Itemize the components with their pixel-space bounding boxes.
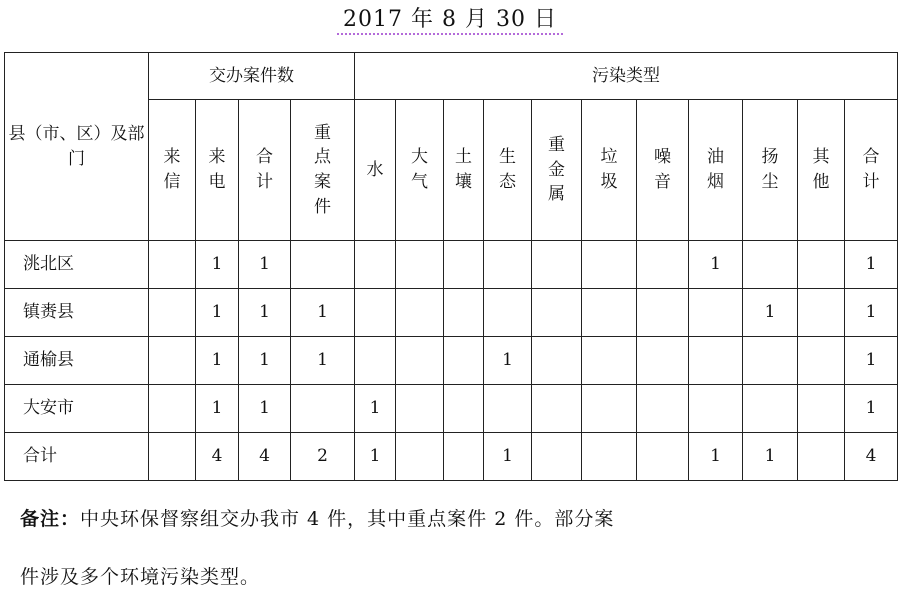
table-cell [582, 433, 637, 481]
pollution-header [845, 100, 898, 241]
table-cell [637, 433, 689, 481]
table-row [5, 385, 898, 433]
table-cell [396, 433, 444, 481]
table-cell: 1 [239, 241, 291, 289]
table-cell [637, 289, 689, 337]
report-date: 2017 年 8 月 30 日 [337, 7, 563, 35]
table-cell: 1 [743, 433, 798, 481]
pollution-header-label: 土壤 [455, 147, 472, 192]
table-cell [532, 241, 582, 289]
table-cell: 1 [196, 289, 239, 337]
table-cell: 1 [196, 241, 239, 289]
table-cell [532, 289, 582, 337]
case-header-label: 合计 [256, 147, 273, 192]
table-cell: 1 [291, 337, 355, 385]
table-cell [149, 289, 196, 337]
table-cell: 2 [291, 433, 355, 481]
table-cell: 1 [239, 385, 291, 433]
table-cell [532, 337, 582, 385]
pollution-header-label: 其他 [812, 147, 830, 192]
table-cell [444, 433, 484, 481]
case-header-label: 来电 [208, 147, 226, 192]
table-cell: 1 [845, 337, 898, 385]
table-cell: 1 [239, 289, 291, 337]
table-cell [291, 385, 355, 433]
row-name: 通榆县 [5, 337, 149, 385]
table-cell [396, 289, 444, 337]
table-cell [149, 241, 196, 289]
table-cell: 1 [196, 385, 239, 433]
note-line-2 [20, 562, 880, 589]
pollution-header-label: 扬尘 [761, 147, 779, 192]
table-cell [582, 385, 637, 433]
note-text-1: 中央环保督察组交办我市 4 件，其中重点案件 2 件。部分案 [80, 508, 615, 530]
case-summary-table [4, 52, 898, 481]
table-cell: 1 [845, 289, 898, 337]
table-cell: 1 [355, 433, 396, 481]
table-cell [689, 289, 743, 337]
table-cell [149, 385, 196, 433]
table-cell [291, 241, 355, 289]
group-header-row [5, 53, 898, 100]
case-header [291, 100, 355, 241]
table-cell [798, 289, 845, 337]
row-name: 洮北区 [5, 241, 149, 289]
table-cell [396, 337, 444, 385]
table-cell [582, 289, 637, 337]
table-cell: 4 [845, 433, 898, 481]
pollution-header [689, 100, 743, 241]
table-cell [798, 241, 845, 289]
table-cell [532, 385, 582, 433]
table-cell: 4 [196, 433, 239, 481]
row-name: 合计 [5, 433, 149, 481]
table-cell [798, 337, 845, 385]
table-cell: 1 [484, 337, 532, 385]
pollution-header [444, 100, 484, 241]
table-cell [532, 433, 582, 481]
pollution-header [484, 100, 532, 241]
pollution-header-label: 生态 [499, 147, 516, 192]
table-cell: 1 [239, 337, 291, 385]
group-header-cases: 交办案件数 [149, 53, 355, 100]
row-name: 大安市 [5, 385, 149, 433]
case-header-label: 重点案件 [314, 122, 331, 217]
table-cell: 4 [239, 433, 291, 481]
table-cell [355, 241, 396, 289]
table-cell [484, 385, 532, 433]
note-line-1 [20, 504, 880, 531]
pollution-header-label: 噪音 [654, 147, 671, 192]
table-row [5, 289, 898, 337]
table-cell: 1 [845, 385, 898, 433]
pollution-header-label: 合计 [862, 147, 880, 192]
table-cell: 1 [845, 241, 898, 289]
pollution-header [532, 100, 582, 241]
pollution-header [355, 100, 396, 241]
note-label: 备注： [20, 508, 81, 530]
row-name: 镇赉县 [5, 289, 149, 337]
table-cell [637, 241, 689, 289]
table-cell [743, 241, 798, 289]
group-header-pollution: 污染类型 [355, 53, 898, 100]
table-cell [355, 289, 396, 337]
table-cell [355, 337, 396, 385]
table-cell [743, 385, 798, 433]
pollution-header-label: 大气 [411, 147, 428, 192]
table-cell [444, 385, 484, 433]
table-row [5, 433, 898, 481]
table-cell: 1 [689, 241, 743, 289]
table-cell [396, 385, 444, 433]
pollution-header-label: 水 [366, 159, 384, 180]
table-cell [396, 241, 444, 289]
table-cell: 1 [689, 433, 743, 481]
pollution-header-label: 油烟 [707, 147, 724, 192]
pollution-header-label: 垃圾 [600, 147, 618, 192]
case-header [196, 100, 239, 241]
pollution-header-label: 重金属 [548, 135, 565, 205]
table-cell [798, 385, 845, 433]
table-cell [798, 433, 845, 481]
table-cell: 1 [291, 289, 355, 337]
corner-header: 县（市、区）及部门 [5, 53, 149, 241]
pollution-header [582, 100, 637, 241]
note-text-2: 件涉及多个环境污染类型。 [20, 566, 261, 588]
table-cell: 1 [743, 289, 798, 337]
table-cell [582, 241, 637, 289]
table-cell [484, 289, 532, 337]
table-cell [743, 337, 798, 385]
table-cell: 1 [355, 385, 396, 433]
table-cell [637, 385, 689, 433]
table-cell [582, 337, 637, 385]
case-header [239, 100, 291, 241]
table-cell [149, 337, 196, 385]
pollution-header [743, 100, 798, 241]
table-cell [637, 337, 689, 385]
table-cell [689, 337, 743, 385]
table-cell: 1 [484, 433, 532, 481]
case-header [149, 100, 196, 241]
pollution-header [396, 100, 444, 241]
table-cell [689, 385, 743, 433]
table-cell [444, 289, 484, 337]
pollution-header [637, 100, 689, 241]
table-cell [444, 241, 484, 289]
case-header-label: 来信 [163, 147, 181, 192]
pollution-header [798, 100, 845, 241]
table-cell: 1 [196, 337, 239, 385]
table-cell [484, 241, 532, 289]
table-row [5, 337, 898, 385]
table-row [5, 241, 898, 289]
table-cell [149, 433, 196, 481]
report-date-title [0, 2, 900, 33]
table-cell [444, 337, 484, 385]
